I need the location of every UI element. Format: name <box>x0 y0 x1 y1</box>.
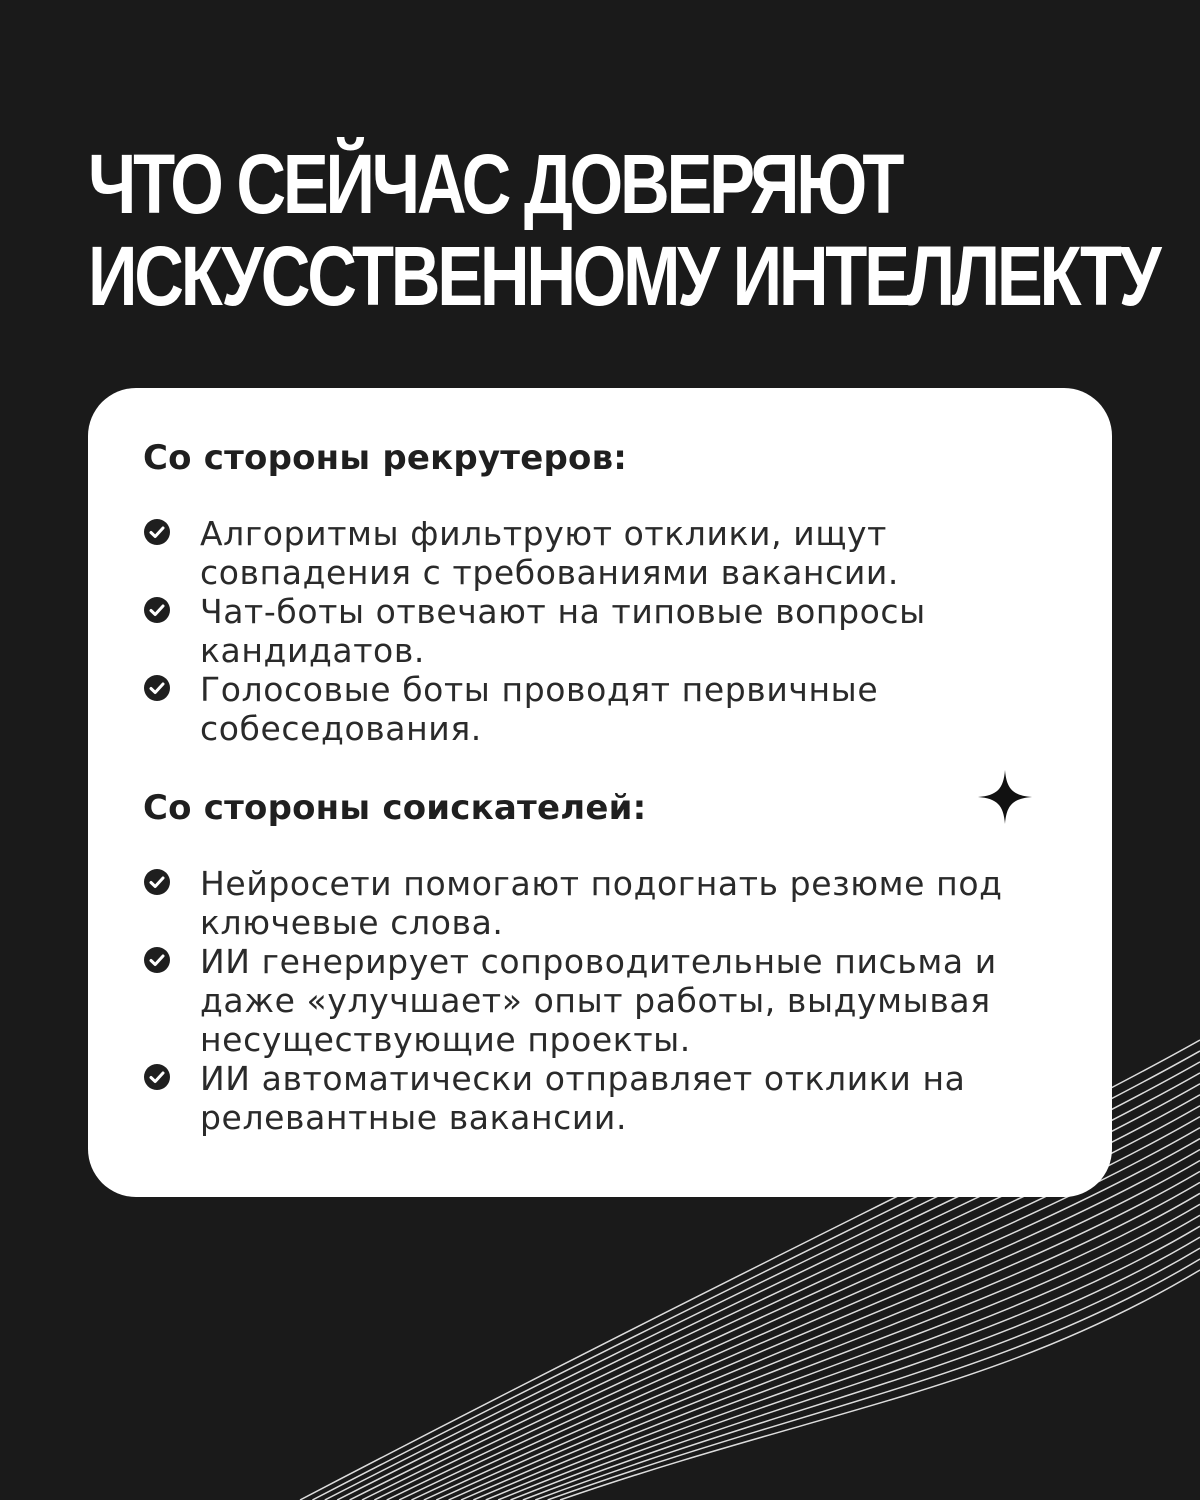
check-circle-icon <box>143 518 171 546</box>
wave-line <box>424 1150 1200 1500</box>
list-item <box>143 1059 1056 1137</box>
list-item-text: ИИ автоматически отправляет отклики на релевантные вакансии. <box>200 1059 966 1137</box>
check-circle-icon <box>143 674 171 702</box>
list-item-text: ИИ генерирует сопроводительные письма и даже «улучшает» опыт работы, выдумывая несуществующие проекты. <box>200 942 997 1059</box>
list-item <box>143 942 1056 1059</box>
list-item-text: Алгоритмы фильтруют отклики, ищут совпадения с требованиями вакансии. <box>200 514 900 592</box>
check-circle-icon <box>143 946 171 974</box>
wave-line <box>486 1204 1200 1500</box>
check-circle-icon <box>143 868 171 896</box>
info-card <box>88 388 1112 1197</box>
list-item-text: Чат-боты отвечают на типовые вопросы кандидатов. <box>200 592 926 670</box>
list-item <box>143 670 1056 748</box>
sparkle-icon <box>978 770 1032 824</box>
applicants-heading: Со стороны соискателей: <box>143 788 647 828</box>
recruiters-heading: Со стороны рекрутеров: <box>143 438 628 478</box>
check-circle-icon <box>143 1063 171 1091</box>
list-item <box>143 864 1056 942</box>
list-item <box>143 592 1056 670</box>
page-title <box>88 137 1159 323</box>
wave-line <box>535 1248 1200 1500</box>
list-item-text: Нейросети помогают подогнать резюме под ключевые слова. <box>200 864 1003 942</box>
list-item-text: Голосовые боты проводят первичные собеседования. <box>200 670 879 748</box>
wave-line <box>449 1171 1200 1500</box>
wave-line <box>523 1237 1200 1500</box>
title-line-2: ИСКУССТВЕННОМУ ИНТЕЛЛЕКТУ <box>88 229 1159 323</box>
check-circle-icon <box>143 596 171 624</box>
list-item <box>143 514 1056 592</box>
recruiters-list <box>143 514 1056 748</box>
applicants-list <box>143 864 1056 1137</box>
title-line-1: ЧТО СЕЙЧАС ДОВЕРЯЮТ <box>88 137 902 231</box>
